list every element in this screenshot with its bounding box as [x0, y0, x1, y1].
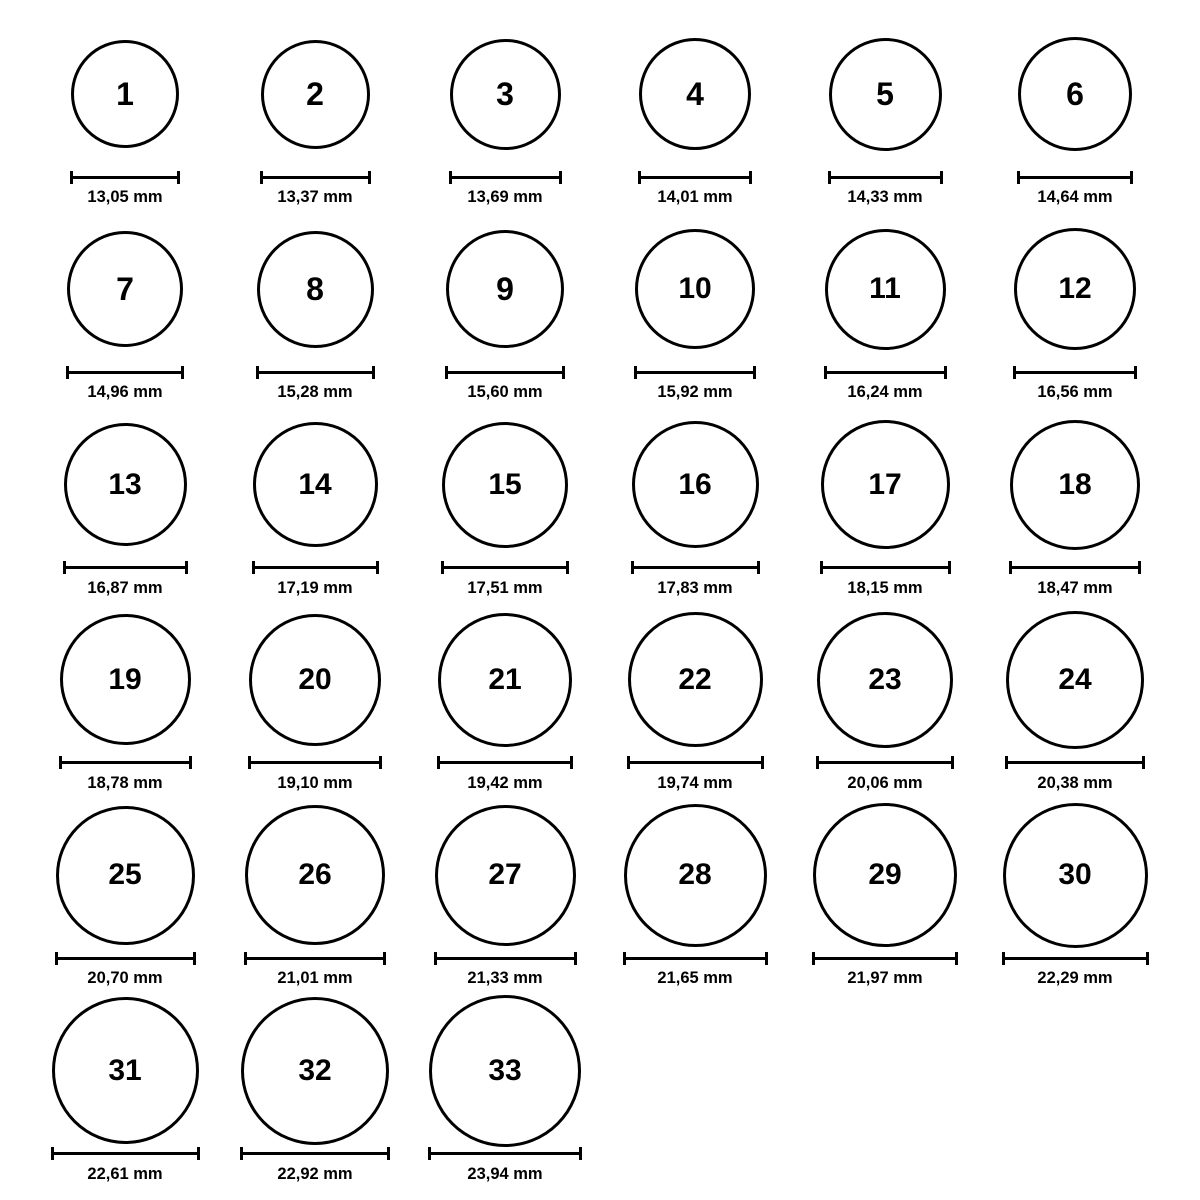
ring-size-number: 6	[1066, 76, 1084, 112]
ring-size-number: 9	[496, 271, 514, 308]
ring-circle-wrap	[635, 213, 755, 365]
diameter-label: 20,38 mm	[1037, 773, 1113, 792]
ring-size-number: 5	[876, 76, 894, 112]
ring-circle-wrap	[435, 799, 576, 951]
diameter-measure-bar	[638, 170, 752, 184]
diameter-label: 17,19 mm	[277, 578, 353, 597]
ring-circle	[632, 421, 759, 548]
ring-row	[30, 995, 1170, 1190]
ring-row	[30, 18, 1170, 213]
measure-line	[631, 566, 760, 569]
ring-size-number: 20	[298, 662, 332, 696]
measure-line	[428, 1152, 582, 1155]
ring-size-cell	[600, 18, 790, 207]
diameter-label: 16,56 mm	[1037, 383, 1113, 402]
ring-circle	[253, 422, 378, 547]
diameter-measure-bar	[63, 561, 188, 575]
diameter-label: 15,28 mm	[277, 383, 353, 402]
diameter-label: 21,01 mm	[277, 969, 353, 988]
diameter-measure-bar	[252, 561, 379, 575]
measure-line	[820, 566, 951, 569]
diameter-label: 21,97 mm	[847, 969, 923, 988]
measure-line	[634, 371, 756, 374]
diameter-measure-bar	[59, 756, 192, 770]
ring-size-cell	[600, 604, 790, 793]
ring-size-number: 28	[678, 858, 712, 892]
ring-size-cell	[980, 604, 1170, 793]
diameter-label: 15,92 mm	[657, 383, 733, 402]
ring-size-cell	[600, 799, 790, 988]
diameter-measure-bar	[631, 561, 760, 575]
ring-circle-wrap	[64, 409, 187, 561]
diameter-measure-bar	[240, 1147, 390, 1161]
ring-circle-wrap	[639, 18, 751, 170]
ring-size-cell	[220, 213, 410, 402]
ring-size-cell	[410, 604, 600, 793]
measure-line	[55, 957, 196, 960]
measure-line	[244, 957, 386, 960]
diameter-label: 17,51 mm	[467, 578, 543, 597]
ring-size-cell	[790, 213, 980, 402]
ring-circle	[817, 612, 953, 748]
ring-size-number: 2	[306, 76, 324, 112]
ring-size-cell	[980, 409, 1170, 598]
diameter-measure-bar	[449, 170, 562, 184]
ring-circle	[60, 614, 191, 745]
ring-size-number: 15	[488, 467, 522, 501]
ring-size-number: 4	[686, 76, 704, 112]
ring-size-number: 10	[678, 272, 712, 306]
ring-circle-wrap	[261, 18, 370, 170]
ring-size-cell	[410, 18, 600, 207]
measure-line	[248, 761, 382, 764]
ring-size-number: 14	[298, 467, 332, 501]
ring-circle-wrap	[56, 799, 195, 951]
ring-size-number: 24	[1058, 662, 1092, 696]
measure-line	[70, 176, 180, 179]
ring-circle-wrap	[1018, 18, 1132, 170]
diameter-measure-bar	[1002, 951, 1149, 965]
ring-circle	[825, 229, 946, 350]
diameter-label: 22,29 mm	[1037, 969, 1113, 988]
ring-circle-wrap	[1003, 799, 1148, 951]
ring-circle-wrap	[442, 409, 568, 561]
ring-size-cell	[220, 604, 410, 793]
diameter-label: 13,37 mm	[277, 188, 353, 206]
diameter-measure-bar	[820, 561, 951, 575]
ring-circle-wrap	[1006, 604, 1144, 756]
diameter-label: 23,94 mm	[467, 1164, 543, 1183]
diameter-label: 16,87 mm	[87, 578, 163, 597]
ring-size-number: 21	[488, 662, 522, 696]
ring-circle	[67, 231, 183, 347]
ring-circle-wrap	[253, 409, 378, 561]
diameter-label: 19,10 mm	[277, 773, 353, 792]
ring-circle-wrap	[825, 213, 946, 365]
ring-size-cell	[600, 213, 790, 402]
measure-line	[434, 957, 577, 960]
diameter-measure-bar	[627, 756, 764, 770]
ring-circle-wrap	[241, 995, 389, 1147]
ring-circle-wrap	[821, 409, 950, 561]
measure-line	[1005, 761, 1145, 764]
measure-line	[623, 957, 768, 960]
ring-size-number: 19	[108, 662, 142, 696]
measure-line	[51, 1152, 200, 1155]
ring-size-number: 22	[678, 662, 712, 696]
ring-size-number: 7	[116, 271, 134, 308]
ring-size-cell	[220, 799, 410, 988]
ring-size-cell	[790, 799, 980, 988]
ring-circle	[450, 39, 561, 150]
diameter-measure-bar	[428, 1147, 582, 1161]
ring-circle	[429, 995, 581, 1147]
ring-size-cell	[410, 995, 600, 1184]
ring-circle-wrap	[60, 604, 191, 756]
ring-row	[30, 409, 1170, 604]
diameter-label: 21,65 mm	[657, 969, 733, 988]
ring-circle-wrap	[1014, 213, 1136, 365]
diameter-measure-bar	[1017, 170, 1133, 184]
ring-size-number: 16	[678, 467, 712, 501]
diameter-label: 22,61 mm	[87, 1164, 163, 1183]
ring-row	[30, 799, 1170, 994]
diameter-label: 16,24 mm	[847, 383, 923, 402]
diameter-label: 15,60 mm	[467, 383, 543, 402]
measure-line	[66, 371, 184, 374]
ring-circle	[829, 38, 942, 151]
ring-size-cell	[220, 18, 410, 207]
measure-line	[812, 957, 958, 960]
measure-line	[1002, 957, 1149, 960]
measure-line	[252, 566, 379, 569]
diameter-measure-bar	[55, 951, 196, 965]
ring-circle	[257, 231, 374, 348]
ring-size-cell	[30, 995, 220, 1184]
ring-size-number: 32	[298, 1053, 332, 1087]
ring-size-number: 13	[108, 467, 142, 501]
measure-line	[816, 761, 954, 764]
ring-circle	[71, 40, 179, 148]
ring-circle-wrap	[71, 18, 179, 170]
ring-circle	[438, 613, 572, 747]
diameter-measure-bar	[828, 170, 943, 184]
ring-circle-wrap	[446, 213, 564, 365]
ring-circle-wrap	[67, 213, 183, 365]
ring-circle	[1006, 611, 1144, 749]
ring-size-cell	[30, 213, 220, 402]
ring-circle	[635, 229, 755, 349]
diameter-measure-bar	[260, 170, 371, 184]
ring-size-number: 31	[108, 1053, 142, 1087]
ring-circle	[261, 40, 370, 149]
diameter-measure-bar	[256, 365, 375, 379]
ring-size-cell	[410, 213, 600, 402]
ring-size-number: 33	[488, 1053, 522, 1087]
ring-size-cell	[790, 409, 980, 598]
diameter-label: 14,33 mm	[847, 188, 923, 206]
ring-size-cell	[30, 799, 220, 988]
ring-size-cell	[410, 799, 600, 988]
ring-circle	[241, 997, 389, 1145]
measure-line	[1013, 371, 1137, 374]
diameter-label: 18,78 mm	[87, 773, 163, 792]
diameter-measure-bar	[824, 365, 947, 379]
diameter-label: 13,69 mm	[467, 188, 543, 206]
diameter-measure-bar	[70, 170, 180, 184]
ring-circle	[249, 614, 381, 746]
ring-circle	[446, 230, 564, 348]
ring-circle-wrap	[624, 799, 767, 951]
diameter-measure-bar	[812, 951, 958, 965]
ring-circle-wrap	[628, 604, 763, 756]
ring-circle	[821, 420, 950, 549]
ring-circle	[435, 805, 576, 946]
measure-line	[256, 371, 375, 374]
ring-size-cell	[980, 18, 1170, 207]
ring-size-cell	[600, 409, 790, 598]
ring-size-cell	[980, 213, 1170, 402]
diameter-measure-bar	[445, 365, 565, 379]
ring-size-number: 26	[298, 858, 332, 892]
ring-circle	[245, 805, 385, 945]
ring-circle	[1018, 37, 1132, 151]
diameter-label: 18,15 mm	[847, 578, 923, 597]
ring-size-number: 29	[868, 858, 902, 892]
ring-circle-wrap	[438, 604, 572, 756]
diameter-label: 20,06 mm	[847, 773, 923, 792]
ring-circle-wrap	[817, 604, 953, 756]
diameter-measure-bar	[434, 951, 577, 965]
ring-circle-wrap	[829, 18, 942, 170]
diameter-label: 22,92 mm	[277, 1164, 353, 1183]
ring-size-cell	[30, 604, 220, 793]
ring-circle	[52, 997, 199, 1144]
measure-line	[59, 761, 192, 764]
ring-size-number: 12	[1058, 272, 1092, 306]
ring-size-number: 3	[496, 76, 514, 112]
diameter-measure-bar	[1013, 365, 1137, 379]
ring-size-number: 11	[869, 272, 901, 306]
ring-size-number: 25	[108, 858, 142, 892]
ring-size-number: 1	[116, 76, 134, 112]
measure-line	[449, 176, 562, 179]
ring-circle	[64, 423, 187, 546]
diameter-measure-bar	[1009, 561, 1141, 575]
diameter-measure-bar	[51, 1147, 200, 1161]
diameter-measure-bar	[623, 951, 768, 965]
ring-size-cell	[980, 799, 1170, 988]
ring-size-number: 23	[868, 662, 902, 696]
ring-circle-wrap	[249, 604, 381, 756]
ring-circle-wrap	[257, 213, 374, 365]
measure-line	[824, 371, 947, 374]
measure-line	[1017, 176, 1133, 179]
measure-line	[260, 176, 371, 179]
ring-circle-wrap	[813, 799, 957, 951]
diameter-measure-bar	[1005, 756, 1145, 770]
diameter-measure-bar	[244, 951, 386, 965]
diameter-label: 14,01 mm	[657, 188, 733, 206]
measure-line	[638, 176, 752, 179]
ring-size-cell	[790, 604, 980, 793]
diameter-label: 20,70 mm	[87, 969, 163, 988]
ring-size-number: 8	[306, 271, 324, 308]
ring-circle	[1014, 228, 1136, 350]
diameter-measure-bar	[66, 365, 184, 379]
diameter-measure-bar	[437, 756, 573, 770]
ring-circle	[1010, 420, 1140, 550]
ring-circle	[442, 422, 568, 548]
ring-circle	[813, 803, 957, 947]
ring-circle-wrap	[1010, 409, 1140, 561]
ring-size-cell	[790, 18, 980, 207]
measure-line	[240, 1152, 390, 1155]
diameter-label: 18,47 mm	[1037, 578, 1113, 597]
diameter-label: 13,05 mm	[87, 188, 163, 206]
diameter-measure-bar	[634, 365, 756, 379]
ring-circle-wrap	[429, 995, 581, 1147]
diameter-label: 19,42 mm	[467, 773, 543, 792]
ring-size-number: 18	[1058, 467, 1092, 501]
measure-line	[63, 566, 188, 569]
measure-line	[441, 566, 569, 569]
measure-line	[828, 176, 943, 179]
ring-circle	[639, 38, 751, 150]
measure-line	[445, 371, 565, 374]
ring-circle	[624, 804, 767, 947]
diameter-label: 21,33 mm	[467, 969, 543, 988]
measure-line	[437, 761, 573, 764]
diameter-label: 14,96 mm	[87, 383, 163, 402]
ring-size-number: 17	[868, 467, 902, 501]
ring-row	[30, 213, 1170, 408]
ring-size-cell	[30, 18, 220, 207]
diameter-label: 17,83 mm	[657, 578, 733, 597]
diameter-measure-bar	[248, 756, 382, 770]
ring-size-number: 27	[488, 858, 522, 892]
ring-size-cell	[220, 409, 410, 598]
diameter-label: 19,74 mm	[657, 773, 733, 792]
ring-circle-wrap	[245, 799, 385, 951]
ring-size-cell	[220, 995, 410, 1184]
ring-circle	[1003, 803, 1148, 948]
ring-circle-wrap	[450, 18, 561, 170]
ring-size-cell	[410, 409, 600, 598]
diameter-measure-bar	[816, 756, 954, 770]
ring-circle-wrap	[632, 409, 759, 561]
ring-size-number: 30	[1058, 858, 1092, 892]
measure-line	[627, 761, 764, 764]
diameter-label: 14,64 mm	[1037, 188, 1113, 206]
ring-circle-wrap	[52, 995, 199, 1147]
ring-row	[30, 604, 1170, 799]
ring-circle	[56, 806, 195, 945]
ring-size-cell	[30, 409, 220, 598]
measure-line	[1009, 566, 1141, 569]
diameter-measure-bar	[441, 561, 569, 575]
ring-circle	[628, 612, 763, 747]
